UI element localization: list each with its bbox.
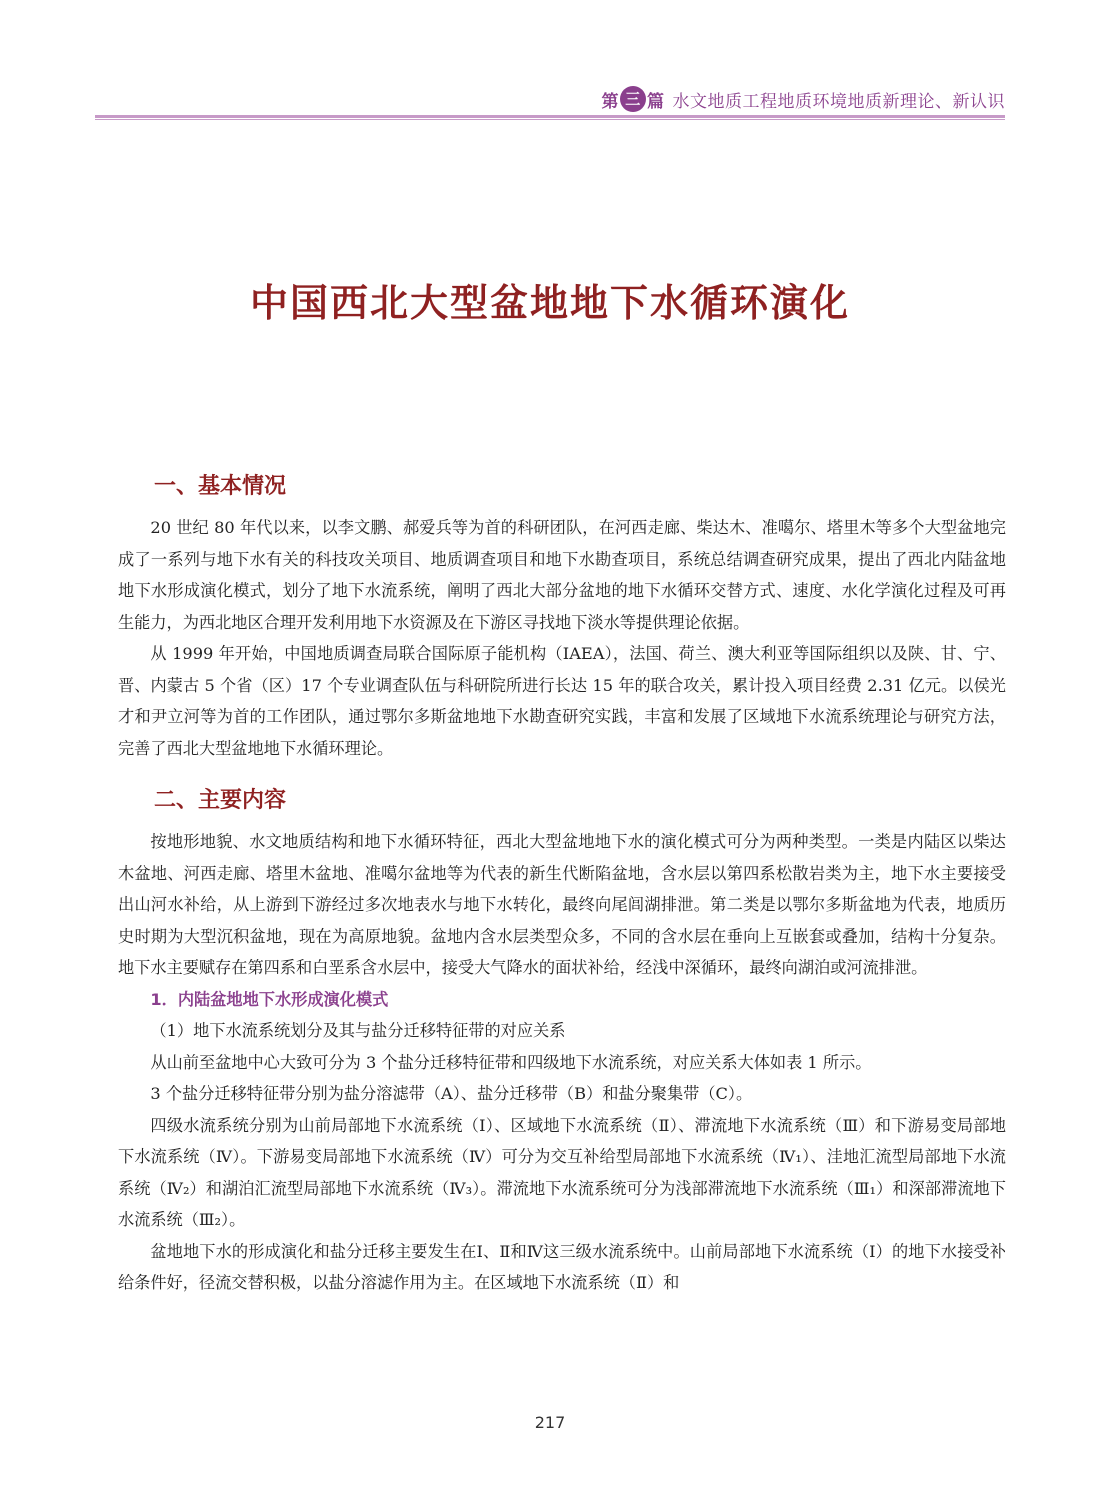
page-number: 217 xyxy=(534,1413,566,1432)
paragraph: 从 1999 年开始，中国地质调查局联合国际原子能机构（IAEA），法国、荷兰、澳大利亚等国际组织以及陕、甘、宁、晋、内蒙古 5 个省（区）17 个专业调查队伍与科研院所进行长达 15 年的联合攻关，累计投入项目经费 2.31 亿元。以侯光才和尹立河等为首的工作团队，通过鄂尔多斯盆地地下水勘查研究实践，丰富和发展了区域地下水流系统理论与研究方法，完善了西北大型盆地地下水循环理论。 xyxy=(118,644,1006,758)
paragraph: 四级水流系统分别为山前局部地下水流系统（Ⅰ）、区域地下水流系统（Ⅱ）、滞流地下水流系统（Ⅲ）和下游易变局部地下水流系统（Ⅳ）。下游易变局部地下水流系统（Ⅳ）可分为交互补给型局部地下水流系统（Ⅳ₁）、洼地汇流型局部地下水流系统（Ⅳ₂）和湖泊汇流型局部地下水流系统（Ⅳ₃）。滞流地下水流系统可分为浅部滞流地下水流系统（Ⅲ₁）和深部滞流地下水流系统（Ⅲ₂）。 xyxy=(118,1115,1006,1229)
part-title: 水文地质工程地质环境地质新理论、新认识 xyxy=(672,91,1005,112)
subsection-heading: 1．内陆盆地地下水形成演化模式 xyxy=(150,989,389,1009)
section-heading-1: 一、基本情况 xyxy=(154,474,287,499)
running-header xyxy=(95,86,1005,112)
paragraph: 按地形地貌、水文地质结构和地下水循环特征，西北大型盆地地下水的演化模式可分为两种类型。一类是内陆区以柴达木盆地、河西走廊、塔里木盆地、准噶尔盆地等为代表的新生代断陷盆地，含水层以第四系松散岩类为主，地下水主要接受出山河水补给，从上游到下游经过多次地表水与地下水转化，最终向尾闾湖排泄。第二类是以鄂尔多斯盆地为代表，地质历史时期为大型沉积盆地，现在为高原地貌。盆地内含水层类型众多，不同的含水层在垂向上互嵌套或叠加，结构十分复杂。地下水主要赋存在第四系和白垩系含水层中，接受大气降水的面状补给，经浅中深循环，最终向湖泊或河流排泄。 xyxy=(118,832,1006,977)
part-suffix: 篇 xyxy=(647,91,665,112)
paragraph: 从山前至盆地中心大致可分为 3 个盐分迁移特征带和四级地下水流系统，对应关系大体如表 1 所示。 xyxy=(150,1052,872,1072)
paragraph: 20 世纪 80 年代以来，以李文鹏、郝爱兵等为首的科研团队，在河西走廊、柴达木、准噶尔、塔里木等多个大型盆地完成了一系列与地下水有关的科技攻关项目、地质调查项目和地下水勘查项目，系统总结调查研究成果，提出了西北内陆盆地地下水形成演化模式，划分了地下水流系统，阐明了西北大部分盆地的地下水循环交替方式、速度、水化学演化过程及可再生能力，为西北地区合理开发利用地下水资源及在下游区寻找地下淡水等提供理论依据。 xyxy=(118,518,1006,632)
part-number-badge: 三 xyxy=(620,86,646,112)
section-heading-2: 二、主要内容 xyxy=(154,788,287,813)
article-body xyxy=(118,470,1006,1299)
paragraph: （1）地下水流系统划分及其与盐分迁移特征带的对应关系 xyxy=(150,1021,566,1040)
header-rule xyxy=(95,115,1005,118)
paragraph: 盆地地下水的形成演化和盐分迁移主要发生在Ⅰ、Ⅱ和Ⅳ这三级水流系统中。山前局部地下水流系统（Ⅰ）的地下水接受补给条件好，径流交替积极，以盐分溶滤作用为主。在区域地下水流系统（Ⅱ）和 xyxy=(118,1241,1006,1292)
part-prefix: 第 xyxy=(601,91,619,112)
paragraph: 3 个盐分迁移特征带分别为盐分溶滤带（A）、盐分迁移带（B）和盐分聚集带（C）。 xyxy=(150,1084,753,1103)
page-title: 中国西北大型盆地地下水循环演化 xyxy=(249,281,850,325)
